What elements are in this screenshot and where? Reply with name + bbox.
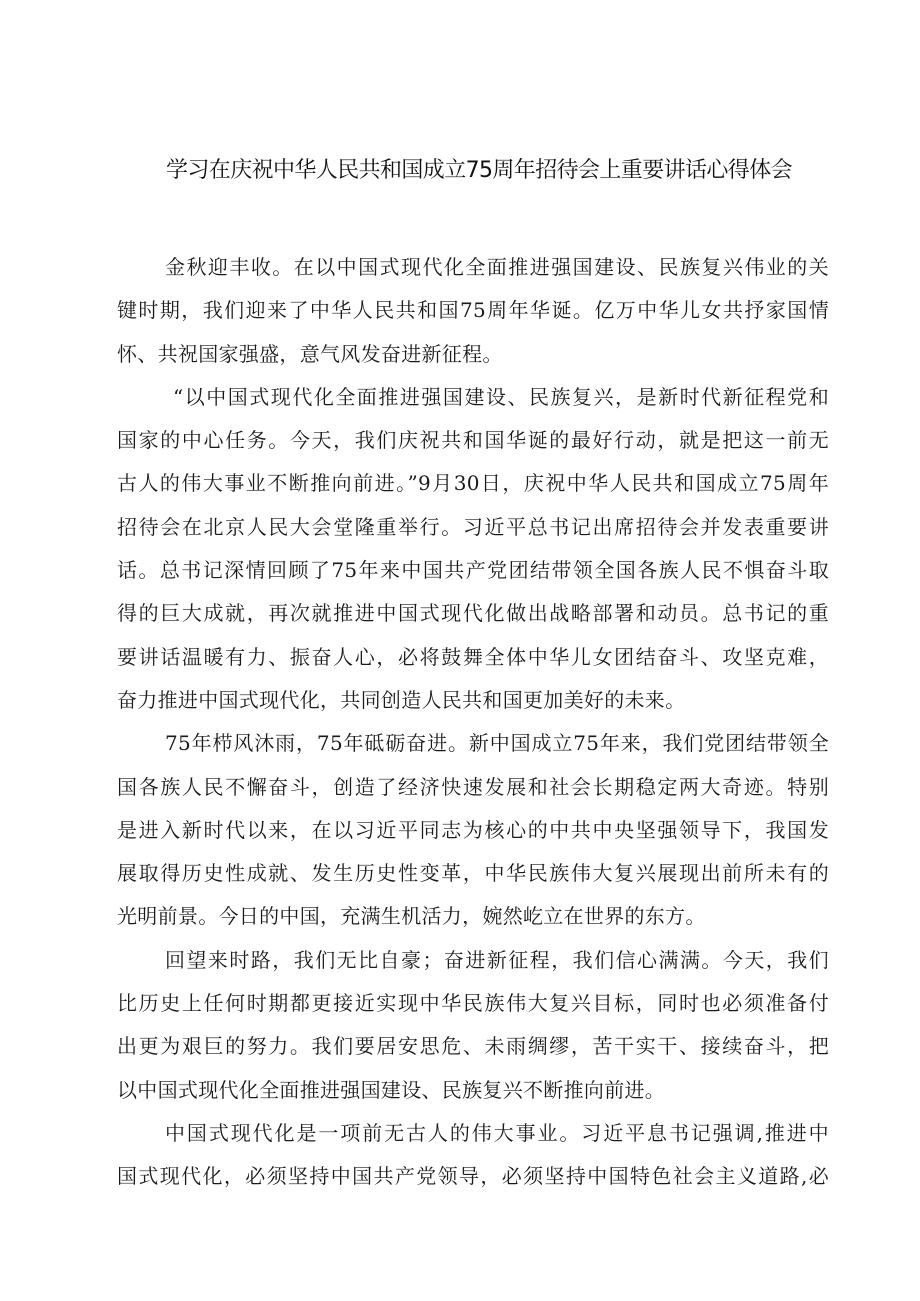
paragraph-line: 中国式现代化是一项前无古人的伟大事业。习近平息书记强调,推进中 — [165, 1120, 829, 1145]
paragraph-line: 比历史上任何时期都更接近实现中华民族伟大复兴目标，同时也必须准备付 — [117, 991, 829, 1016]
paragraph-line: 光明前景。今日的中国，充满生机活力，婉然屹立在世界的东方。 — [117, 904, 706, 929]
paragraph-line: 回望来时路，我们无比自豪；奋进新征程，我们信心满满。今天，我们 — [165, 947, 829, 972]
paragraph-line: 展取得历史性成就、发生历史性变革，中华民族伟大复兴展现出前所未有的 — [117, 861, 829, 886]
paragraph-line: “以中国式现代化全面推进强国建设、民族复兴，是新时代新征程党和 — [173, 384, 829, 409]
paragraph-line: 话。总书记深情回顾了75年来中国共产党团结带领全国各族人民不惧奋斗取 — [117, 558, 829, 583]
paragraph-line: 奋力推进中国式现代化，共同创造人民共和国更加美好的未来。 — [117, 687, 686, 712]
paragraph-line: 古人的伟大事业不断推向前进。”9月30日，庆祝中华人民共和国成立75周年 — [117, 471, 829, 496]
paragraph-line: 招待会在北京人民大会堂隆重举行。习近平总书记出席招待会并发表重要讲 — [117, 514, 829, 539]
paragraph-line: 国式现代化，必须坚持中国共产党领导，必须坚持中国特色社会主义道路,必 — [117, 1164, 829, 1189]
paragraph-line: 以中国式现代化全面推进强国建设、民族复兴不断推向前进。 — [117, 1077, 666, 1102]
paragraph-line: 键时期，我们迎来了中华人民共和国75周年华诞。亿万中华儿女共抒家国情 — [117, 298, 829, 323]
paragraph-line: 怀、共祝国家强盛，意气风发奋进新征程。 — [117, 341, 503, 366]
paragraph-line: 要讲话温暖有力、振奋人心，必将鼓舞全体中华儿女团结奋斗、攻坚克难， — [117, 644, 829, 669]
paragraph-line: 国家的中心任务。今天，我们庆祝共和国华诞的最好行动，就是把这一前无 — [117, 428, 829, 453]
paragraph-line: 75年栉风沐雨，75年砥砺奋进。新中国成立75年来，我们党团结带领全 — [165, 731, 829, 756]
paragraph-line: 国各族人民不懈奋斗，创造了经济快速发展和社会长期稳定两大奇迹。特别 — [117, 774, 829, 799]
paragraph-line: 得的巨大成就，再次就推进中国式现代化做出战略部署和动员。总书记的重 — [117, 601, 829, 626]
document-body — [117, 246, 829, 1199]
document-title: 学习在庆祝中华人民共和国成立75周年招待会上重要讲话心得体会 — [166, 158, 792, 183]
paragraph-line: 金秋迎丰收。在以中国式现代化全面推进强国建设、民族复兴伟业的关 — [165, 255, 829, 279]
paragraph-line: 出更为艰巨的努力。我们要居安思危、未雨绸缪，苦干实干、接续奋斗，把 — [117, 1034, 829, 1059]
paragraph-line: 是进入新时代以来，在以习近平同志为核心的中共中央坚强领导下，我国发 — [117, 817, 829, 842]
